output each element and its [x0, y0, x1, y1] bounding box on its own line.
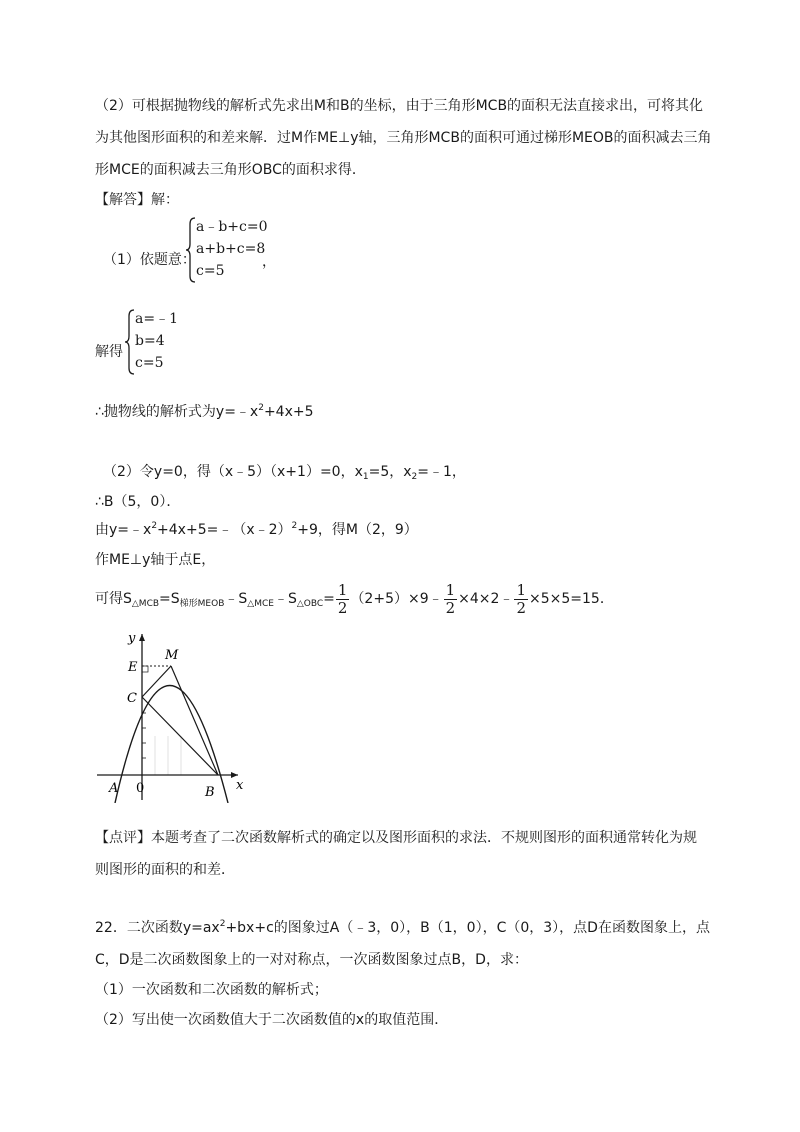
part2-line-2: ∴B（5，0）．	[95, 494, 181, 510]
comment-line-1: 【点评】本题考查了二次函数解析式的确定以及图形面积的求法．不规则图形的面积通常转化为规	[95, 830, 697, 846]
brace-icon	[125, 308, 135, 376]
system2-eq2: b=4	[135, 333, 165, 349]
system1-eq2: a+b+c=8	[196, 241, 266, 257]
system2-eq1: a=﹣1	[135, 311, 178, 327]
label-origin: 0	[136, 781, 145, 796]
label-y: y	[128, 631, 136, 646]
brace-icon	[186, 216, 196, 284]
part1-prefix: （1）依题意：	[103, 252, 196, 268]
system1-eq3: c=5	[196, 263, 225, 279]
area-computation: 可得$S_{\triangle MCB}=S_{梯形MEOB}﹣S_{\triangle MCE}﹣S_{\triangle OBC}=$ $\frac{1}{2}$ （2+5）×9﹣ $\frac{1}{2}$ ×4×2﹣ $\frac{1}{2}$ ×5×5=15．	[95, 580, 614, 617]
problem22-question-2: （2）写出使一次函数值大于二次函数值的x的取值范围．	[95, 1012, 449, 1028]
label-m: M	[165, 648, 179, 663]
label-b: B	[205, 785, 215, 800]
problem22-line-1: 22．二次函数$y=ax^2+bx+c$的图象过A（﹣3，0），B（1，0），C（0，3），点D在函数图象上，点	[95, 919, 710, 936]
equation-system-1	[186, 216, 276, 284]
label-a: A	[109, 781, 119, 796]
parabola-figure	[95, 628, 245, 803]
fraction-half: $\frac{1}{2}$	[445, 580, 456, 617]
part2-line-4: 作ME⊥y轴于点E，	[95, 552, 216, 568]
analysis-line-2: 为其他图形面积的和差来解．过M作ME⊥y轴，三角形MCB的面积可通过梯形MEOB的面积减去三角	[95, 130, 712, 146]
part2-line-1: （2）令y=0，得（x﹣5）（x+1）=0，$x_1=5$，$x_2=﹣1$，	[103, 464, 466, 482]
problem22-question-1: （1）一次函数和二次函数的解析式；	[95, 982, 328, 998]
analysis-line-1: （2）可根据抛物线的解析式先求出M和B的坐标，由于三角形MCB的面积无法直接求出，可将其化	[95, 98, 704, 114]
fraction-half: $\frac{1}{2}$	[516, 580, 526, 617]
comment-line-2: 则图形的面积的和差．	[95, 862, 235, 878]
system2-eq3: c=5	[135, 355, 164, 371]
label-x: x	[236, 778, 244, 793]
label-e: E	[128, 660, 138, 675]
system1-eq1: a﹣b+c=0	[196, 219, 268, 235]
answer-heading: 【解答】解：	[95, 192, 179, 208]
equation-system-2	[125, 308, 205, 376]
parabola-conclusion: ∴抛物线的解析式为$y=﹣x^2+4x+5$	[95, 403, 314, 420]
system1-suffix: ，	[262, 254, 276, 270]
label-c: C	[127, 691, 137, 706]
fraction-half: $\frac{1}{2}$	[337, 580, 348, 617]
part2-line-3: 由$y=﹣x^2+4x+5=﹣(x﹣2)^2+9$，得M（2，9）	[95, 521, 418, 538]
solved-prefix: 解得	[95, 344, 123, 360]
problem22-line-2: C，D是二次函数图象上的一对对称点，一次函数图象过点B，D，求：	[95, 952, 528, 968]
analysis-line-3: 形MCE的面积减去三角形OBC的面积求得．	[95, 162, 366, 178]
